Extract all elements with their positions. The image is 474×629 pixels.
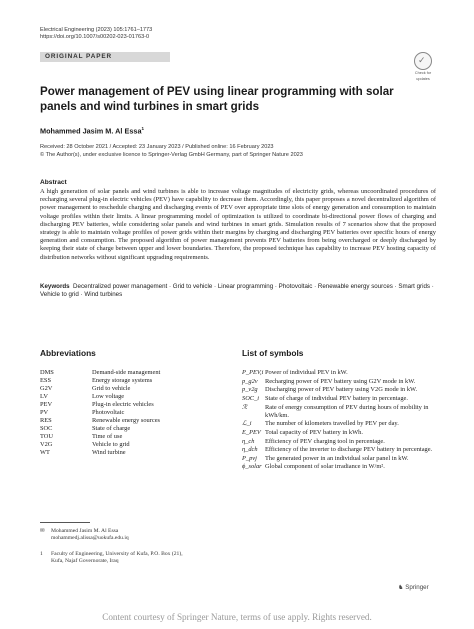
symbol: P_pvj xyxy=(242,454,257,462)
corresponding-author xyxy=(40,528,129,542)
corresponding-author-name: Mohammed Jasim M. Al Essa xyxy=(51,528,119,534)
symbol-definition: Efficiency of PEV charging tool in percentage. xyxy=(265,437,385,445)
affiliation-mark: 1 xyxy=(40,551,43,557)
symbol: η_dch xyxy=(242,446,258,454)
symbol: ℒ_i xyxy=(242,420,252,428)
publisher-logo xyxy=(398,584,429,591)
list-item xyxy=(242,429,438,437)
symbol-definition: Rate of energy consumption of PEV during hours of mobility in kWh/km. xyxy=(265,403,429,419)
publisher-name: Springer xyxy=(405,584,429,591)
copyright-line: © The Author(s), under exclusive licence to Springer-Verlag GmbH Germany, part of Springer Nature 2023 xyxy=(40,151,303,158)
footnote-divider xyxy=(40,522,90,523)
article-type-badge: ORIGINAL PAPER xyxy=(40,52,170,62)
list-item xyxy=(40,449,160,457)
abbr-term: V2G xyxy=(40,441,53,448)
list-item xyxy=(242,369,438,377)
abbr-term: PEV xyxy=(40,401,53,408)
abbr-definition: Low voltage xyxy=(92,393,125,400)
keywords xyxy=(40,283,436,299)
abbr-term: ESS xyxy=(40,377,52,384)
publication-dates xyxy=(40,144,303,159)
abbr-definition: Energy storage systems xyxy=(92,377,153,384)
abbr-term: TOU xyxy=(40,433,54,440)
list-item xyxy=(242,446,438,454)
list-item xyxy=(40,385,160,393)
list-item xyxy=(40,433,160,441)
abbr-definition: Wind turbine xyxy=(92,449,126,456)
list-item xyxy=(242,463,438,471)
list-item xyxy=(242,378,438,386)
article-title: Power management of PEV using linear programming with solar panels and wind turbines in smart grids xyxy=(40,85,394,113)
list-item xyxy=(40,401,160,409)
affiliation-line-2: Kufa, Najaf Governorate, Iraq xyxy=(51,558,119,565)
abbr-definition: Grid to vehicle xyxy=(92,385,131,392)
list-item xyxy=(40,369,160,377)
abbr-term: WT xyxy=(40,449,50,456)
symbol-definition: Efficiency of the inverter to discharge PEV battery in percentage. xyxy=(265,446,433,454)
list-item xyxy=(242,404,438,420)
symbol-definition: The number of kilometers travelled by PEV per day. xyxy=(265,420,399,428)
symbol: P_PEV,i xyxy=(242,369,264,376)
symbol-definition: Global component of solar irradiance in W/m². xyxy=(265,463,385,471)
list-item xyxy=(40,377,160,385)
symbol-definition: Recharging power of PEV battery using G2V mode in kW. xyxy=(265,377,416,385)
abbr-definition: Photovoltaic xyxy=(92,409,125,416)
courtesy-notice: Content courtesy of Springer Nature, terms of use apply. Rights reserved. xyxy=(0,606,474,629)
symbol-definition: The generated power in an individual solar panel in kW. xyxy=(265,454,409,462)
symbol: p_g2v xyxy=(242,377,258,385)
abbr-term: DMS xyxy=(40,369,54,376)
list-item xyxy=(40,409,160,417)
abbr-term: PV xyxy=(40,409,49,416)
envelope-icon: ✉ xyxy=(40,528,45,534)
author-affil-mark: 1 xyxy=(141,126,145,131)
keywords-text: Decentralized power management · Grid to vehicle · Linear programming · Photovoltaic · Renewable energy sources · Smart grids · Vehicle to grid · Wind turbines xyxy=(40,283,434,299)
list-item xyxy=(40,441,160,449)
check-updates-label-1: Check for xyxy=(414,71,432,75)
list-item xyxy=(40,417,160,425)
symbol-definition: State of charge of individual PEV battery in percentage. xyxy=(265,394,408,402)
list-item xyxy=(242,420,438,428)
check-updates-label-2: updates xyxy=(416,76,430,81)
abbr-definition: Time of use xyxy=(92,433,123,440)
symbol-definition: Total capacity of PEV battery in kWh. xyxy=(265,428,363,436)
abbr-term: RES xyxy=(40,417,52,424)
list-item xyxy=(242,386,438,394)
abbr-term: SOC xyxy=(40,425,53,432)
list-item xyxy=(40,393,160,401)
affiliation-line-1: Faculty of Engineering, University of Kufa, P.O. Box (21), xyxy=(51,551,183,557)
abstract-heading: Abstract xyxy=(40,179,67,186)
abbr-definition: Renewable energy sources xyxy=(92,417,161,424)
symbol: p_v2g xyxy=(242,386,258,394)
author-line[interactable] xyxy=(40,126,144,135)
springer-horse-icon: ♞ xyxy=(398,584,404,591)
symbol: ϕ_solar xyxy=(242,463,262,471)
abbr-definition: Plug-in electric vehicles xyxy=(92,401,154,408)
list-item xyxy=(242,455,438,463)
symbol: η_ch xyxy=(242,437,255,445)
list-item xyxy=(242,438,438,446)
symbols-heading: List of symbols xyxy=(242,348,304,358)
abbreviations-list xyxy=(40,369,160,457)
keywords-label: Keywords xyxy=(40,283,70,290)
affiliation xyxy=(40,551,183,565)
abbr-definition: State of charge xyxy=(92,425,131,432)
abbreviations-heading: Abbreviations xyxy=(40,348,96,358)
symbol: E_PEV xyxy=(242,428,261,436)
abbr-term: LV xyxy=(40,393,48,400)
symbols-list xyxy=(242,369,438,472)
list-item xyxy=(40,425,160,433)
abstract-text: A high generation of solar panels and wind turbines is able to increase voltage magnitudes of electricity grids, whereas uncoordinated procedures of recharging several plug-in electric vehicles (PEV) have capability to decrease them. Accordingly, this paper proposes a novel decentralized algorithm of power management to reschedule charging and discharging events of PEV over appropriate time slots of energy generation and consumption to maintain voltage profiles within their limits. A linear programming model of optimization is utilized to coordinate bi-directional power flows of charging and discharging PEV batteries, while considering solar panels and wind turbines in smart grids. Simulation results of 7 scenarios show that the proposed strategy is able to maintain voltage profiles of power grids within their margins by charging and discharging PEV batteries over specific hours of energy generation and consumption. The proposed algorithm of power management prevents PEV batteries from being overcharged or deeply discharged by keeping their state of charge between upper and lower boundaries. Therefore, the proposed technique has capability to increase PEV hosting capacity of distribution networks without significant upgrading requirements. xyxy=(40,188,436,261)
history-dates: Received: 28 October 2021 / Accepted: 23 January 2023 / Published online: 16 February 2023 xyxy=(40,144,274,150)
author-name: Mohammed Jasim M. Al Essa xyxy=(40,126,142,136)
symbol-definition: Discharging power of PEV battery using V2G mode in kW. xyxy=(265,386,418,394)
abbr-term: G2V xyxy=(40,385,53,392)
abbr-definition: Demand-side management xyxy=(92,369,161,376)
abbr-definition: Vehicle to grid xyxy=(92,441,130,448)
doi-link[interactable]: https://doi.org/10.1007/s00202-023-01763-0 xyxy=(40,34,150,41)
symbol-definition: Power of individual PEV in kW. xyxy=(265,369,348,376)
journal-header xyxy=(40,27,152,42)
symbol: ℛ xyxy=(242,403,248,411)
check-for-updates-button[interactable] xyxy=(410,52,436,81)
journal-citation: Electrical Engineering (2023) 105:1761–1773 xyxy=(40,27,153,33)
symbol: SOC_i xyxy=(242,394,260,402)
check-updates-icon: ✓ xyxy=(414,52,432,70)
author-email-link[interactable]: mohammedj.alissa@uokufa.edu.iq xyxy=(51,535,129,542)
list-item xyxy=(242,395,438,403)
